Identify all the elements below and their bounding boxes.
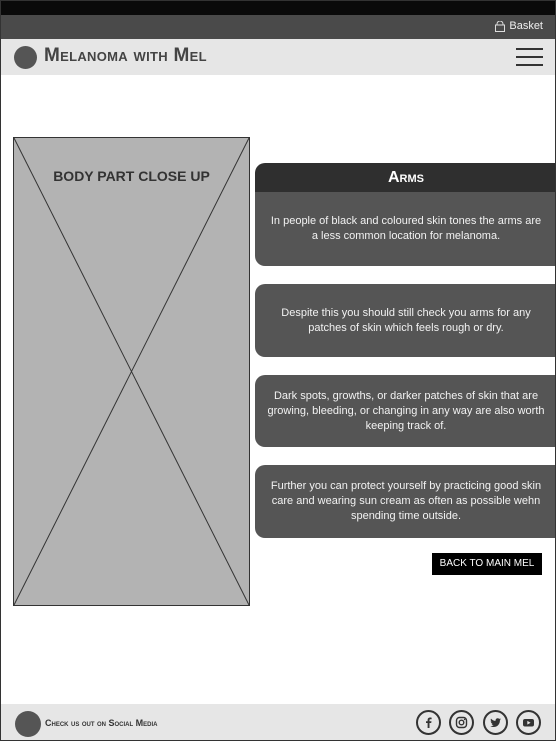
basket-bar <box>1 15 556 39</box>
section-title: Arms <box>255 163 556 192</box>
info-card <box>255 375 556 447</box>
menu-icon-line <box>516 64 543 66</box>
menu-icon-line <box>516 48 543 50</box>
info-card <box>255 192 556 266</box>
top-strip <box>1 1 556 15</box>
info-card-text: In people of black and coloured skin tones the arms are a less common location for melanoma. <box>270 215 542 242</box>
site-footer <box>1 704 556 741</box>
menu-button[interactable] <box>516 48 543 67</box>
info-card <box>255 465 556 538</box>
youtube-icon <box>522 716 535 729</box>
basket-icon <box>495 21 505 32</box>
back-to-main-button[interactable]: BACK TO MAIN MEL <box>432 553 542 575</box>
info-card-text: Further you can protect yourself by practicing good skin care and wearing sun cream as often as possible wehn spending time outside. <box>270 480 542 522</box>
brand-title[interactable]: Melanoma with Mel <box>44 45 207 66</box>
info-card <box>255 284 556 357</box>
basket-label: Basket <box>509 20 543 32</box>
facebook-icon <box>422 716 435 729</box>
instagram-icon <box>455 716 468 729</box>
menu-icon-line <box>516 56 543 58</box>
instagram-button[interactable] <box>449 710 474 735</box>
info-card-text: Dark spots, growths, or darker patches of skin that are growing, bleeding, or changing in any way are also worth keeping track of. <box>267 389 545 432</box>
twitter-icon <box>489 716 502 729</box>
image-placeholder <box>13 137 250 606</box>
site-header <box>1 39 556 75</box>
footer-logo <box>15 711 41 737</box>
info-card-text: Despite this you should still check you arms for any patches of skin which feels rough or dry. <box>281 306 531 334</box>
placeholder-label: BODY PART CLOSE UP <box>53 168 210 184</box>
placeholder-cross-icon <box>14 138 249 605</box>
logo[interactable] <box>14 46 37 69</box>
social-text: Check us out on Social Media <box>45 718 158 728</box>
facebook-button[interactable] <box>416 710 441 735</box>
youtube-button[interactable] <box>516 710 541 735</box>
twitter-button[interactable] <box>483 710 508 735</box>
basket-link[interactable] <box>495 20 543 32</box>
